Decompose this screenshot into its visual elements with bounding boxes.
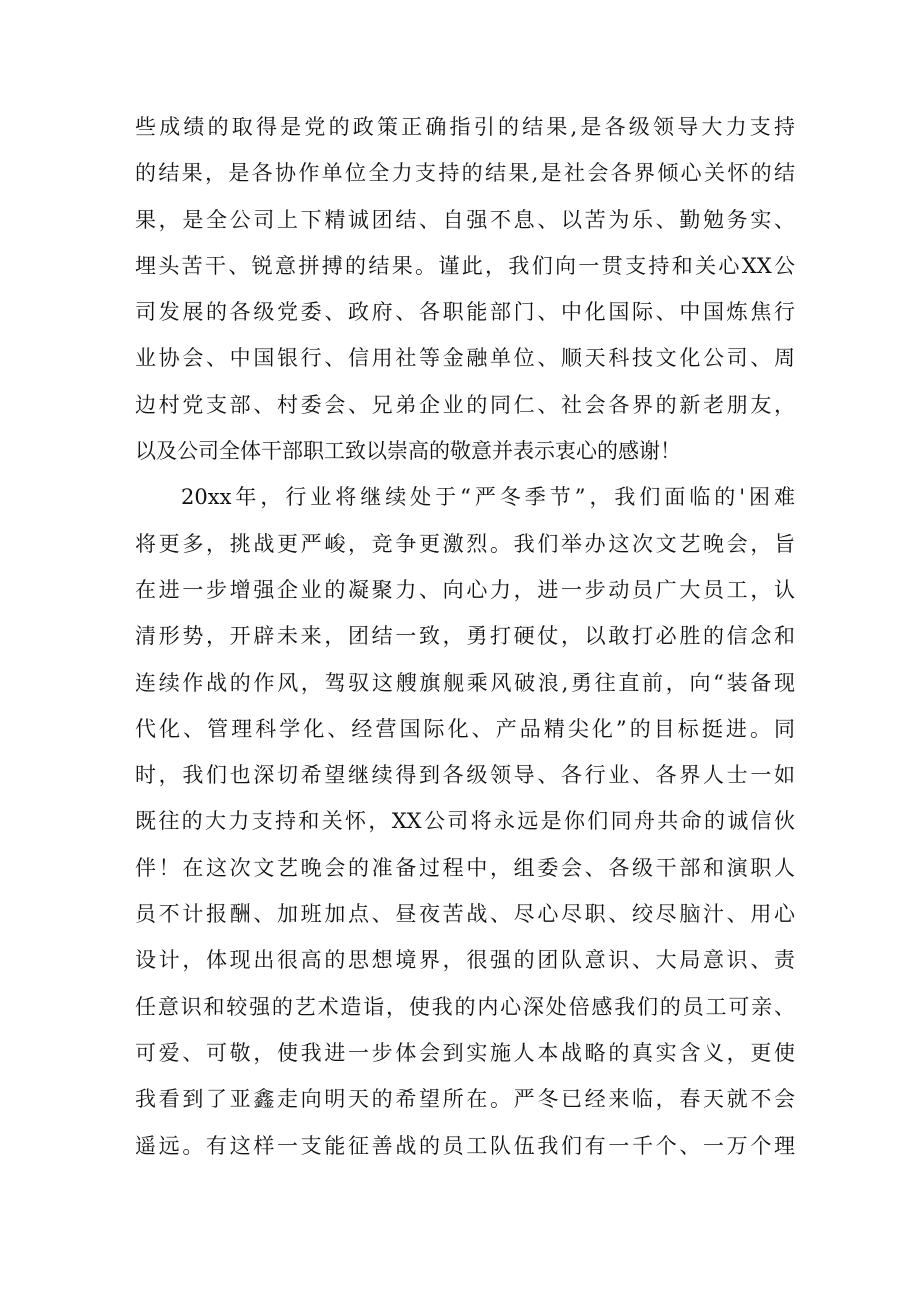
- text-line: 我看到了亚鑫走向明天的希望所在。严冬已经来临，春天就不会: [135, 1087, 795, 1112]
- text-line: 员不计报酬、加班加点、昼夜苦战、尽心尽职、绞尽脑汁、用心: [135, 902, 795, 927]
- text-line: 在进一步增强企业的凝聚力、向心力，进一步动员广大员工，认: [135, 577, 795, 602]
- text-line: 将更多，挑战更严峻，竞争更激烈。我们举办这次文艺晚会，旨: [135, 531, 795, 556]
- text-line: 边村党支部、村委会、兄弟企业的同仁、社会各界的新老朋友，: [135, 392, 795, 417]
- text-line: 以及公司全体干部职工致以崇高的敬意并表示衷心的感谢！: [135, 439, 681, 464]
- text-line: 可爱、可敬，使我进一步体会到实施人本战略的真实含义，更使: [135, 1040, 795, 1065]
- text-line: 伴！在这次文艺晚会的准备过程中，组委会、各级干部和演职人: [135, 855, 795, 880]
- paragraph-1: [135, 104, 795, 474]
- text-line: 连续作战的作风，驾驭这艘旗舰乘风破浪,勇往直前，向“装备现: [135, 670, 795, 695]
- text-line: 业协会、中国银行、信用社等金融单位、顺天科技文化公司、周: [135, 346, 795, 371]
- text-line: 任意识和较强的艺术造诣，使我的内心深处倍感我们的员工可亲、: [135, 994, 795, 1019]
- text-line: 遥远。有这样一支能征善战的员工队伍我们有一千个、一万个理: [135, 1133, 795, 1158]
- document-body: [135, 104, 795, 1169]
- text-line: 司发展的各级党委、政府、各职能部门、中化国际、中国炼焦行: [135, 300, 795, 325]
- text-line: 埋头苦干、锐意拼搏的结果。谨此，我们向一贯支持和关心XX公: [135, 253, 795, 278]
- text-line: 清形势，开辟未来，团结一致，勇打硬仗，以敢打必胜的信念和: [135, 624, 795, 649]
- text-line: 时，我们也深切希望继续得到各级领导、各行业、各界人士一如: [135, 763, 795, 788]
- text-line: 设计，体现出很高的思想境界，很强的团队意识、大局意识、责: [135, 948, 795, 973]
- text-line: 代化、管理科学化、经营国际化、产品精尖化”的目标挺进。同: [135, 716, 795, 741]
- text-line: 果，是全公司上下精诚团结、自强不息、以苦为乐、勤勉务实、: [135, 207, 795, 232]
- text-line: 的结果，是各协作单位全力支持的结果,是社会各界倾心关怀的结: [135, 161, 795, 186]
- text-line: 既往的大力支持和关怀，XX公司将永远是你们同舟共命的诚信伙: [135, 809, 795, 834]
- paragraph-2: [135, 474, 795, 1168]
- text-line: 20xx年，行业将继续处于“严冬季节”，我们面临的'困难: [181, 485, 795, 510]
- text-line: 些成绩的取得是党的政策正确指引的结果,是各级领导大力支持: [135, 115, 795, 139]
